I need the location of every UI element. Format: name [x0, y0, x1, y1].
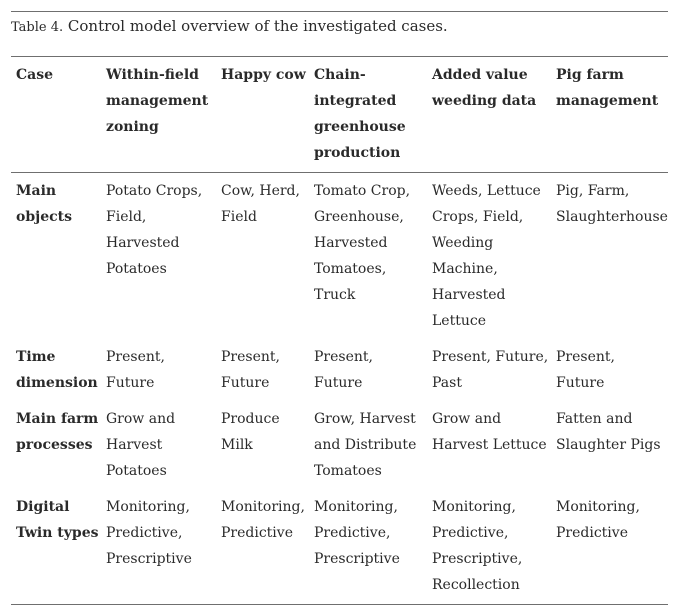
table-row [11, 494, 668, 605]
header-chain-integrated-greenhouse-production: Chain-integrated greenhouse production [314, 67, 406, 161]
table-cell: Grow and Harvest Potatoes [106, 411, 176, 479]
table-cell: Present, Future, Past [432, 349, 549, 391]
table-cell: Weeds, Lettuce Crops, Field, Weeding Machine, Harvested Lettuce [432, 183, 541, 329]
row-label-time-dimension: Time dimension [16, 349, 98, 391]
control-model-table [11, 56, 668, 605]
table-caption [11, 16, 668, 38]
table-cell: Potato Crops, Field, Harvested Potatoes [106, 183, 203, 277]
table-cell: Present, Future [106, 349, 165, 391]
row-label-digital-twin-types: Digital Twin types [16, 499, 99, 541]
table-cell: Present, Future [221, 349, 280, 391]
table-cell: Monitoring, Predictive [556, 499, 640, 541]
table-cell: Monitoring, Predictive [221, 499, 305, 541]
table-cell: Fatten and Slaughter Pigs [556, 411, 661, 453]
table-caption-text: Control model overview of the investigated cases. [67, 17, 448, 35]
table-cell: Present, Future [556, 349, 615, 391]
table-cell: Grow and Harvest Lettuce [432, 411, 547, 453]
row-label-main-objects: Main objects [16, 183, 72, 225]
table-cell: Pig, Farm, Slaughterhouse [556, 183, 668, 225]
table-row [11, 173, 668, 345]
table-header-row [11, 57, 668, 173]
top-rule [11, 11, 668, 12]
table-caption-label: Table 4. [11, 20, 64, 35]
header-happy-cow: Happy cow [221, 67, 306, 83]
header-pig-farm-management: Pig farm management [556, 67, 659, 109]
header-within-field-management-zoning: Within-field management zoning [106, 67, 209, 135]
table-cell: Grow, Harvest and Distribute Tomatoes [314, 411, 417, 479]
header-added-value-weeding-data: Added value weeding data [432, 67, 537, 109]
table-cell: Tomato Crop, Greenhouse, Harvested Tomatoes, Truck [314, 183, 411, 303]
table-cell: Monitoring, Predictive, Prescriptive, Recollection [432, 499, 523, 593]
table-cell: Cow, Herd, Field [221, 183, 300, 225]
row-label-main-farm-processes: Main farm processes [16, 411, 99, 453]
header-case: Case [16, 67, 54, 83]
table-cell: Present, Future [314, 349, 373, 391]
table-cell: Monitoring, Predictive, Prescriptive [106, 499, 192, 567]
table-cell: Monitoring, Predictive, Prescriptive [314, 499, 400, 567]
table-row [11, 344, 668, 406]
table-row [11, 406, 668, 494]
table-cell: Produce Milk [221, 411, 280, 453]
